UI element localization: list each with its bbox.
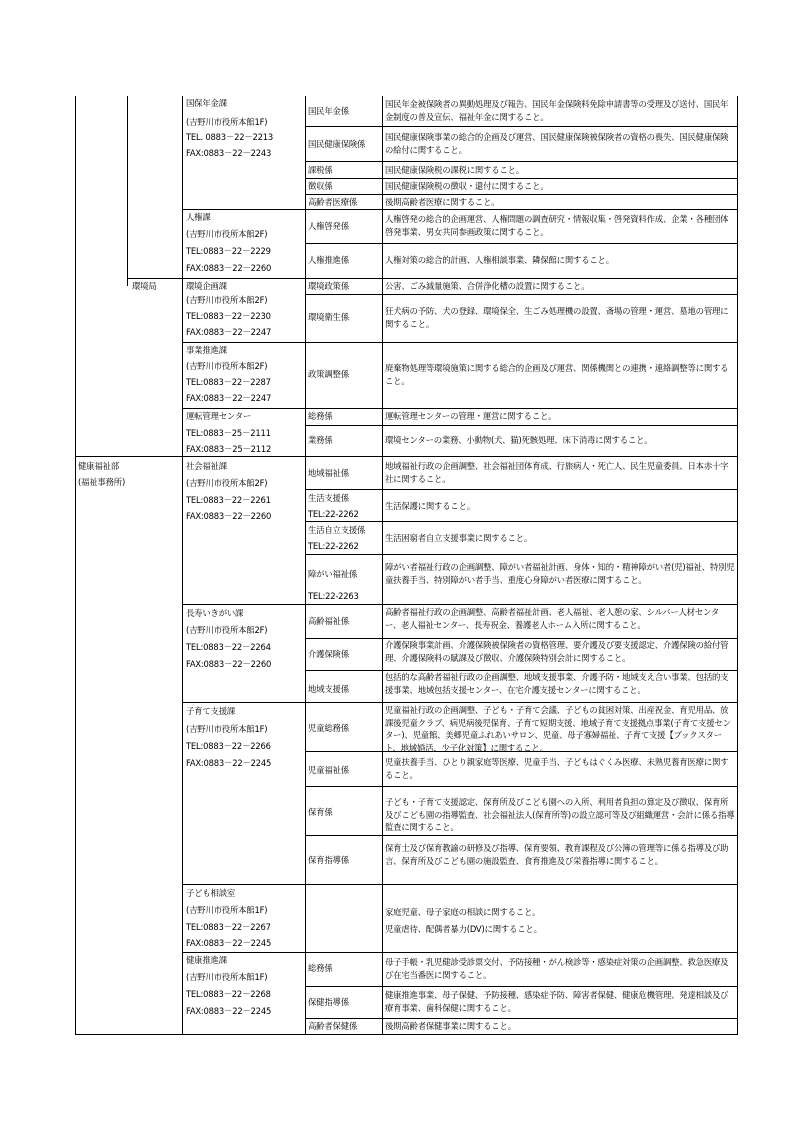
unit-name: 児童福祉係 [308, 765, 349, 775]
section-name: 長寿いきがい課 [186, 608, 244, 618]
section-fax: FAX:0883－22－2260 [186, 659, 272, 669]
unit-name: 環境政策係 [308, 281, 349, 291]
unit-duty: 国民健康保険税の課税に関すること。 [385, 165, 524, 175]
section-location: (吉野川市役所本館2F) [186, 478, 268, 488]
unit-name: 総務係 [308, 963, 333, 973]
section-fax: FAX:0883－22－2260 [186, 263, 272, 273]
unit-name: 人権推進係 [308, 255, 349, 265]
unit-duty: 後期高齢者保健事業に関すること。 [385, 1021, 516, 1031]
unit-duty: 家庭児童、母子家庭の相談に関すること。 [385, 907, 541, 917]
unit-name: 高齢者医療係 [308, 197, 358, 207]
unit-duty: 児童虐待、配偶者暴力(DV)に関すること。 [385, 924, 542, 934]
unit-name: 政策調整係 [308, 369, 349, 379]
unit-name: 国民年金係 [308, 106, 349, 116]
section-name: 国保年金課 [186, 98, 227, 108]
unit-duty: 介護保険事業計画、介護保険被保険者の資格管理、要介護及び要支援認定、介護保険の給付管理、介護保険料の賦課及び徴収、介護保険特別会計に関すること。 [385, 640, 729, 663]
section-tel: TEL:0883－22－2264 [186, 642, 271, 652]
unit-duty: 保育士及び保育教諭の研修及び指導、保育要領、教育課程及び公簿の管理等に係る指導及び助言、保育所及びこども園の施設監査、食育推進及び栄養指導に関すること。 [385, 843, 729, 866]
section-location: (吉野川市役所本館2F) [186, 295, 268, 305]
section-fax: FAX:0883－22－2245 [186, 758, 272, 768]
unit-duty: 包括的な高齢者福祉行政の企画調整、地域支援事業、介護予防・地域支え合い事業、包括的支援事業、地域包括支援センター、在宅介護支援センターに関すること。 [385, 672, 729, 695]
section-name: 人権課 [186, 212, 211, 222]
unit-duty: 環境センターの業務、小動物(犬、猫)死骸処理、床下消毒に関すること。 [385, 435, 653, 445]
section-fax: FAX:0883－25－2112 [186, 444, 272, 454]
unit-duty: 狂犬病の予防、犬の登録、環境保全、生ごみ処理機の設置、斎場の管理・運営、墓地の管理に関すること。 [385, 306, 729, 329]
section-location: (吉野川市役所本館2F) [186, 229, 268, 239]
section-tel: TEL:0883－22－2267 [186, 922, 271, 932]
unit-name: 業務係 [308, 435, 333, 445]
department-subtitle: (福祉事務所) [78, 477, 126, 487]
unit-duty: 運転管理センターの管理・運営に関すること。 [385, 411, 557, 421]
section-tel: TEL:0883－25－2111 [186, 428, 271, 438]
unit-name: 人権啓発係 [308, 221, 349, 231]
section-tel: TEL:0883－22－2268 [186, 989, 271, 999]
unit-duty: 人権啓発の総合的企画運営、人権問題の調査研究・情報収集・啓発資料作成、企業・各種団体啓発事業、男女共同参画政策に関すること。 [385, 214, 729, 237]
section-location: (吉野川市役所本館1F) [186, 117, 268, 127]
section-name: 運転管理センター [186, 411, 252, 421]
unit-duty: 廃棄物処理等環境施策に関する総合的企画及び運営、関係機関との連携・連絡調整等に関すること。 [385, 363, 729, 386]
bureau-name: 環境局 [132, 281, 157, 291]
unit-name: 総務係 [308, 411, 333, 421]
unit-duty: 母子手帳・乳児健診受診票交付、予防接種・がん検診等・感染症対策の企画調整、救急医療及び在宅当番医に関すること。 [385, 957, 729, 980]
unit-duty: 生活困窮者自立支援事業に関すること。 [385, 533, 533, 543]
unit-name: 徴収係 [308, 181, 333, 191]
unit-duty: 国民年金被保険者の異動処理及び報告、国民年金保険料免除申請書等の受理及び送付、国民年金制度の普及宣伝、福祉年金に関すること。 [385, 99, 729, 122]
unit-name: 地域福祉係 [308, 468, 349, 478]
section-name: 事業推進課 [186, 345, 227, 355]
unit-name: 生活自立支援係 [308, 525, 366, 535]
section-fax: FAX:0883－22－2245 [186, 938, 272, 948]
section-fax: FAX:0883－22－2245 [186, 1006, 272, 1016]
section-location: (吉野川市役所本館1F) [186, 905, 268, 915]
section-location: (吉野川市役所本館2F) [186, 625, 268, 635]
section-location: (吉野川市役所本館1F) [186, 724, 268, 734]
unit-name: 生活支援係 [308, 493, 349, 503]
unit-name: 保育係 [308, 807, 333, 817]
unit-name: 児童総務係 [308, 723, 349, 733]
unit-duty: 公害、ごみ減量施策、合併浄化槽の設置に関すること。 [385, 281, 590, 291]
section-tel: TEL:0883－22－2261 [186, 495, 271, 505]
section-name: 子育て支援課 [186, 706, 236, 716]
unit-duty: 国民健康保険税の徴収・還付に関すること。 [385, 181, 549, 191]
unit-tel: TEL:22-2262 [308, 541, 359, 551]
unit-duty: 人権対策の総合的計画、人権相談事業、隣保館に関すること。 [385, 255, 614, 265]
section-fax: FAX:0883－22－2260 [186, 511, 272, 521]
unit-duty: 子ども・子育て支援認定、保育所及びこども園への入所、利用者負担の算定及び徴収、保育所及びこども園の指導監査、社会福祉法人(保育所等)の設立認可等及び組織運営・会計に係る指導監査に関すること。 [385, 797, 735, 832]
unit-name: 環境衛生係 [308, 312, 349, 322]
unit-name: 介護保険係 [308, 649, 349, 659]
unit-tel: TEL:22-2263 [308, 591, 359, 601]
section-fax: FAX:0883－22－2243 [186, 148, 272, 158]
unit-name: 地域支援係 [308, 684, 349, 694]
organization-table [75, 96, 738, 1035]
section-name: 子ども相談室 [186, 888, 236, 898]
department-name: 健康福祉部 [78, 461, 119, 471]
unit-name: 高齢福祉係 [308, 616, 349, 626]
section-fax: FAX:0883－22－2247 [186, 393, 272, 403]
section-tel: TEL:0883－22－2287 [186, 377, 271, 387]
unit-duty: 生活保護に関すること。 [385, 501, 475, 511]
section-name: 健康推進課 [186, 955, 227, 965]
unit-duty: 高齢者福祉行政の企画調整、高齢者福祉計画、老人福祉、老人憩の家、シルバー人材センター、老人福祉センター、長寿祝金、養護老人ホーム入所に関すること。 [385, 607, 720, 630]
unit-duty: 児童扶養手当、ひとり親家庭等医療、児童手当、子どもはぐくみ医療、未熟児養育医療に関すること。 [385, 757, 729, 780]
unit-name: 課税係 [308, 165, 333, 175]
unit-name: 保健指導係 [308, 997, 349, 1007]
section-name: 環境企画課 [186, 281, 227, 291]
unit-duty: 後期高齢者医療に関すること。 [385, 197, 500, 207]
unit-name: 国民健康保険係 [308, 139, 366, 149]
unit-duty: 児童福祉行政の企画調整、子ども・子育て会議、子どもの貧困対策、出産祝金、育児用品、放課後児童クラブ、病児病後児保育、子育て短期支援、地域子育て支援拠点事業(子育て支援センター)、児童館、美郷児童ふれあいサロン、児童、母子寡婦福祉、子育て支援【ブックスタート、地域婚活、少子化対策】に関すること。 [385, 705, 731, 753]
unit-duty: 国民健康保険事業の総合的企画及び運営、国民健康保険被保険者の資格の喪失、国民健康保険の給付に関すること。 [385, 132, 729, 155]
unit-name: 障がい福祉係 [308, 569, 358, 579]
unit-duty: 健康推進事業、母子保健、予防接種、感染症予防、障害者保健、健康危機管理、発達相談及び療育事業、歯科保健に関すること。 [385, 990, 729, 1013]
unit-tel: TEL:22-2262 [308, 509, 359, 519]
section-tel: TEL:0883－22－2230 [186, 311, 271, 321]
section-tel: TEL:0883－22－2229 [186, 246, 271, 256]
section-name: 社会福祉課 [186, 461, 227, 471]
unit-name: 高齢者保健係 [308, 1021, 358, 1031]
section-tel: TEL:0883－22－2266 [186, 741, 271, 751]
section-location: (吉野川市役所本館1F) [186, 972, 268, 982]
unit-name: 保育指導係 [308, 855, 349, 865]
unit-duty: 障がい者福祉行政の企画調整、障がい者福祉計画、身体・知的・精神障がい者(児)福祉、特別児童扶養手当、特別障がい者手当、重度心身障がい者医療に関すること。 [385, 562, 735, 585]
section-tel: TEL. 0883－22－2213 [186, 132, 274, 142]
unit-duty: 地域福祉行政の企画調整、社会福祉団体育成、行旅病人・死亡人、民生児童委員、日本赤十字社に関すること。 [385, 461, 729, 484]
section-location: (吉野川市役所本館2F) [186, 361, 268, 371]
section-fax: FAX:0883－22－2247 [186, 327, 272, 337]
